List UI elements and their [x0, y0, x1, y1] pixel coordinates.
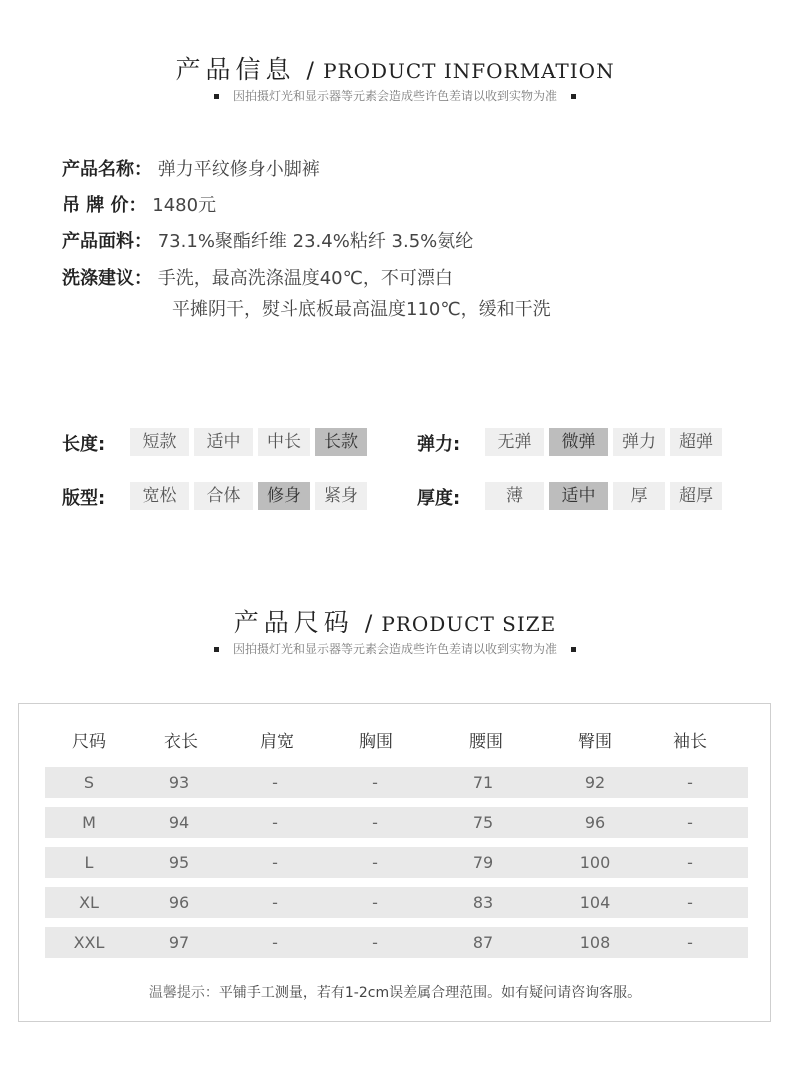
cell-waist: 79: [472, 853, 494, 872]
elasticity-option-slight: 微弹: [549, 428, 608, 456]
cell-size: L: [84, 853, 94, 872]
size-subnote-text: 因拍摄灯光和显示器等元素会造成些许色差请以收到实物为准: [232, 642, 557, 656]
cell-shoulder: -: [272, 813, 278, 832]
cell-sleeve: -: [687, 893, 693, 912]
fit-option-loose: 宽松: [130, 482, 189, 510]
length-option-long: 长款: [315, 428, 367, 456]
cell-chest: -: [372, 893, 378, 912]
thickness-option-thin: 薄: [485, 482, 544, 510]
cell-shoulder: -: [272, 773, 278, 792]
cell-length: 93: [168, 773, 190, 792]
care-line-2: 平摊阴干，熨斗底板最高温度110℃，缓和干洗: [172, 299, 551, 320]
table-row: [45, 807, 748, 838]
care-label: 洗涤建议: [62, 268, 134, 289]
bullet-icon: [214, 94, 219, 99]
header-waist: 腰围: [469, 732, 503, 752]
price-label: 吊 牌 价: [62, 195, 129, 216]
size-title-separator: /: [364, 612, 373, 637]
care-row-2: [172, 295, 551, 321]
cell-sleeve: -: [687, 773, 693, 792]
fabric-value: 73.1%聚酯纤维 23.4%粘纤 3.5%氨纶: [157, 231, 474, 252]
bullet-icon: [571, 94, 576, 99]
cell-waist: 83: [472, 893, 494, 912]
info-section-title: [0, 50, 790, 86]
header-hip: 臀围: [578, 732, 612, 752]
cell-hip: 108: [579, 933, 611, 952]
cell-shoulder: -: [272, 893, 278, 912]
info-title-en: PRODUCT INFORMATION: [323, 59, 615, 83]
fabric-label: 产品面料: [62, 231, 134, 252]
cell-chest: -: [372, 813, 378, 832]
note-text: 平铺手工测量，若有1-2cm误差属合理范围。如有疑问请咨询客服。: [218, 985, 642, 1001]
info-title-cn: 产品信息: [175, 55, 296, 84]
info-title-separator: /: [306, 59, 314, 84]
bullet-icon: [214, 647, 219, 652]
cell-size: M: [82, 813, 96, 832]
price-row: 吊 牌 价： 1480元: [62, 191, 216, 217]
cell-waist: 71: [472, 773, 494, 792]
thickness-label: 厚度:: [417, 488, 461, 509]
fit-label: 版型:: [62, 488, 106, 509]
cell-length: 96: [168, 893, 190, 912]
cell-hip: 96: [584, 813, 606, 832]
table-row: [45, 927, 748, 958]
product-name-value: 弹力平纹修身小脚裤: [157, 159, 320, 180]
length-label: 长度:: [62, 434, 106, 455]
cell-hip: 92: [584, 773, 606, 792]
cell-waist: 75: [472, 813, 494, 832]
product-name-label: 产品名称: [62, 159, 134, 180]
size-section-title: [0, 603, 790, 639]
fit-option-regular: 合体: [194, 482, 253, 510]
size-title-cn: 产品尺码: [233, 608, 354, 637]
cell-length: 94: [168, 813, 190, 832]
cell-size: XXL: [73, 933, 105, 952]
fabric-row: 产品面料： 73.1%聚酯纤维 23.4%粘纤 3.5%氨纶: [62, 227, 473, 253]
length-option-mid-long: 中长: [258, 428, 310, 456]
header-size: 尺码: [72, 732, 106, 752]
header-sleeve: 袖长: [673, 732, 707, 752]
header-chest: 胸围: [359, 732, 393, 752]
info-subnote: [0, 87, 790, 104]
bullet-icon: [571, 647, 576, 652]
fit-option-tight: 紧身: [315, 482, 367, 510]
cell-chest: -: [372, 933, 378, 952]
elasticity-label: 弹力:: [417, 434, 461, 455]
length-option-medium: 适中: [194, 428, 253, 456]
care-row: 洗涤建议： 手洗，最高洗涤温度40℃，不可漂白: [62, 264, 453, 290]
cell-chest: -: [372, 853, 378, 872]
cell-size: S: [83, 773, 95, 792]
cell-hip: 100: [579, 853, 611, 872]
cell-sleeve: -: [687, 853, 693, 872]
fit-option-slim: 修身: [258, 482, 310, 510]
measurement-note: [0, 982, 790, 1002]
table-row: [45, 767, 748, 798]
thickness-option-thick: 厚: [613, 482, 665, 510]
cell-hip: 104: [579, 893, 611, 912]
header-length: 衣长: [164, 732, 198, 752]
cell-waist: 87: [472, 933, 494, 952]
elasticity-option-super: 超弹: [670, 428, 722, 456]
cell-size: XL: [79, 893, 99, 912]
cell-sleeve: -: [687, 933, 693, 952]
cell-length: 97: [168, 933, 190, 952]
elasticity-option-none: 无弹: [485, 428, 544, 456]
length-option-short: 短款: [130, 428, 189, 456]
cell-chest: -: [372, 773, 378, 792]
table-row: [45, 887, 748, 918]
product-name-row: 产品名称： 弹力平纹修身小脚裤: [62, 155, 320, 181]
size-title-en: PRODUCT SIZE: [381, 612, 557, 636]
table-row: [45, 847, 748, 878]
care-line-1: 手洗，最高洗涤温度40℃，不可漂白: [157, 268, 453, 289]
cell-shoulder: -: [272, 933, 278, 952]
header-shoulder: 肩宽: [260, 732, 294, 752]
cell-length: 95: [168, 853, 190, 872]
thickness-option-medium: 适中: [549, 482, 608, 510]
thickness-option-extra-thick: 超厚: [670, 482, 722, 510]
info-subnote-text: 因拍摄灯光和显示器等元素会造成些许色差请以收到实物为准: [232, 89, 557, 103]
cell-shoulder: -: [272, 853, 278, 872]
cell-sleeve: -: [687, 813, 693, 832]
size-subnote: [0, 640, 790, 657]
price-value: 1480元: [152, 195, 217, 216]
elasticity-option-stretch: 弹力: [613, 428, 665, 456]
note-prefix: 温馨提示：: [148, 985, 219, 1001]
